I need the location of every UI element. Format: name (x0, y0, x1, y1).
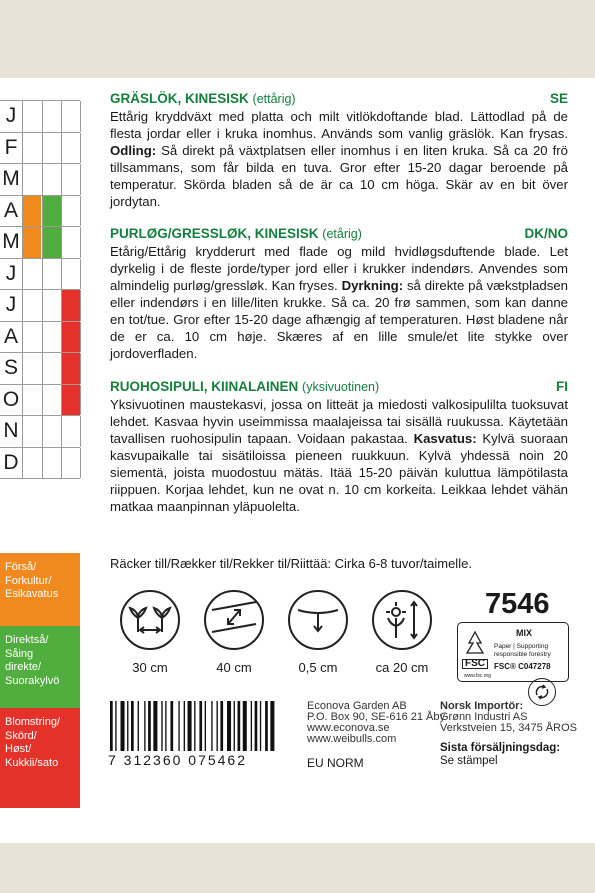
calendar-row (0, 352, 80, 384)
title-se: GRÄSLÖK, KINESISK (110, 91, 249, 106)
sowing-depth-label: 0,5 cm (298, 660, 338, 675)
company-address (307, 701, 445, 745)
barcode-bar (178, 701, 179, 751)
month-letter: F (4, 135, 18, 159)
calendar-cell (61, 290, 81, 321)
calendar-row (0, 289, 80, 321)
row-spacing-icon (204, 590, 264, 650)
calendar-cell (22, 416, 41, 447)
month-letter: N (3, 419, 19, 442)
barcode-bar (234, 701, 235, 751)
calendar-cell (42, 259, 61, 290)
lang-fi: FI (556, 379, 568, 394)
company-web1: www.econova.se (307, 722, 390, 734)
calendar-cell (22, 101, 41, 132)
calendar-row (0, 100, 80, 132)
plant-height-icon (372, 590, 432, 650)
month-letter: D (3, 450, 19, 474)
section-dk-no (110, 225, 568, 362)
section-se (110, 90, 568, 210)
recycle-icon (528, 678, 556, 706)
barcode-bar (161, 701, 162, 751)
barcode-bar (227, 701, 231, 751)
importer-title: Norsk Importör: (440, 700, 524, 712)
calendar-cell (22, 290, 41, 321)
plant-spacing (108, 590, 192, 675)
importer-name: Grønn Industri AS (440, 711, 528, 723)
month-letter: M (2, 167, 20, 190)
fsc-code: FSC® C047278 (494, 662, 551, 671)
fsc-label (457, 622, 569, 682)
calendar-cell (42, 448, 61, 479)
article-number: 7546 (485, 588, 550, 620)
sowing-depth (276, 590, 360, 675)
barcode-bar (153, 701, 157, 751)
calendar-cell (42, 227, 61, 258)
calendar-cell (61, 164, 81, 195)
fsc-site: www.fsc.org (464, 673, 491, 679)
barcode-bar (138, 701, 139, 751)
calendar-row (0, 321, 80, 353)
calendar-cell (22, 385, 41, 416)
calendar-cell (22, 259, 41, 290)
barcode-bar (260, 701, 261, 751)
calendar-cell (42, 101, 61, 132)
barcode-bar (170, 701, 173, 751)
barcode-bar (115, 701, 116, 751)
barcode-bar (127, 701, 128, 751)
calendar-cell (42, 322, 61, 353)
calendar-cell (42, 385, 61, 416)
calendar-row (0, 132, 80, 164)
plant-height (360, 590, 444, 675)
calendar-row (0, 195, 80, 227)
barcode-bar (270, 701, 274, 751)
month-letter: J (5, 261, 17, 285)
calendar-cell (22, 448, 41, 479)
subtitle-fi: (yksivuotinen) (302, 380, 380, 394)
barcode-bar (251, 701, 252, 751)
body-se: Ettårig kryddväxt med platta och milt vitlökdoftande blad. Lättodlad på de flesta jordar eller i kruka inomhus. Används som vanlig gräslök. Kan frysas. Odling: Så direkt på växtplatsen eller inomhus i en liten kruka. Så ca 20 frö tillsammans, som får bilda en tuva. Gror efter 15-20 dagar beroende på temperatur. Skörda bladen så de är ca 10 cm höga. Skär av en bit över jordytan. (110, 109, 568, 209)
barcode-bar (243, 701, 247, 751)
barcode-bar (165, 701, 166, 751)
company-box: P.O. Box 90, SE-616 21 Åby (307, 711, 445, 723)
legend-sow-indoors: Förså/ Forkultur/ Esikavatus (0, 553, 80, 626)
last-sale-title: Sista försäljningsdag: (440, 742, 561, 754)
month-letter: S (3, 356, 18, 379)
calendar-cell (61, 101, 81, 132)
importer-address: Verkstveien 15, 3475 ÅROS (440, 722, 577, 734)
calendar-cell (61, 133, 81, 164)
barcode-bar (121, 701, 125, 751)
sowing-depth-icon (288, 590, 348, 650)
month-letter: J (5, 104, 17, 127)
title-fi: RUOHOSIPULI, KIINALAINEN (110, 379, 299, 394)
legend-direct-sow: Direktså/ Såing direkte/ Suorakylvö (0, 626, 80, 708)
calendar-cell (22, 353, 41, 384)
month-letter: M (2, 230, 20, 253)
calendar-row (0, 258, 80, 290)
month-letter: O (2, 387, 20, 411)
fsc-line2: responsible forestry (494, 651, 551, 658)
fsc-tree-icon (463, 629, 487, 657)
barcode-number: 7 312360 075462 (108, 752, 247, 768)
barcode-bar (238, 701, 241, 751)
calendar-cell (22, 322, 41, 353)
calendar-cell (61, 353, 81, 384)
fsc-mix: MIX (516, 628, 533, 638)
plant-spacing-label: 30 cm (132, 660, 168, 675)
calendar-cell (61, 448, 81, 479)
barcode-bar (188, 701, 192, 751)
barcode-bar (205, 701, 206, 751)
company-name: Econova Garden AB (307, 700, 407, 712)
month-letter: J (5, 293, 17, 316)
calendar-cell (22, 196, 41, 227)
month-letter: A (3, 324, 18, 348)
last-sale-day (440, 742, 560, 768)
calendar-cell (22, 164, 41, 195)
subtitle-se: (ettårig) (252, 92, 296, 106)
calendar-cell (42, 353, 61, 384)
barcode-bar (144, 701, 145, 751)
row-spacing-label: 40 cm (216, 660, 252, 675)
eu-norm: EU NORM (307, 756, 364, 770)
calendar-cell (61, 196, 81, 227)
calendar-row (0, 447, 80, 480)
sufficient-for: Räcker till/Rækker til/Rekker til/Riittää: Cirka 6-8 tuvor/taimelle. (110, 556, 472, 571)
barcode-bar (110, 701, 113, 751)
sowing-calendar (0, 100, 80, 479)
plant-height-label: ca 20 cm (375, 660, 429, 675)
calendar-cell (42, 133, 61, 164)
lang-se: SE (549, 91, 568, 106)
calendar-row (0, 163, 80, 195)
fsc-line1: Paper | Supporting (494, 643, 549, 650)
plant-spacing-icon (120, 590, 180, 650)
calendar-cell (61, 416, 81, 447)
barcode-bar (217, 701, 218, 751)
calendar-cell (61, 259, 81, 290)
barcode-bar (255, 701, 258, 751)
calendar-row (0, 384, 80, 416)
barcode-bar (220, 701, 223, 751)
section-fi (110, 378, 568, 515)
calendar-row (0, 226, 80, 258)
row-spacing (192, 590, 276, 675)
barcode-bar (211, 701, 212, 751)
calendar-cell (42, 416, 61, 447)
barcode-bar (131, 701, 134, 751)
calendar-cell (42, 290, 61, 321)
barcode-bar (265, 701, 268, 751)
ean-barcode (108, 701, 298, 751)
barcode-bar (148, 701, 151, 751)
fsc-logo-text: FSC (462, 659, 488, 669)
calendar-cell (22, 227, 41, 258)
legend-harvest: Blomstring/ Skörd/ Høst/ Kukkii/sato (0, 708, 80, 808)
calendar-cell (42, 196, 61, 227)
last-sale-value: Se stämpel (440, 755, 498, 767)
month-letter: A (3, 198, 18, 222)
calendar-cell (61, 385, 81, 416)
company-web2: www.weibulls.com (307, 733, 397, 745)
importer-block (440, 701, 577, 734)
body-fi: Yksivuotinen maustekasvi, jossa on litteät ja miedosti valkosipulilta tuoksuvat lehdet. Kasvaa hyvin useimmissa maalajeissa tai sisällä ruukussa. Käytetään tavallisen ruohosipulin tapaan. Voidaan pakastaa. Kasvatus: Kylvä suoraan kasvupaikalle tai sisätiloissa pieneen ruukkuun. Kylvä yhdessä noin 20 siementä, joista muodostuu mätäs. Itää 15-20 päivän kuluttua lämpötilasta riippuen. Korjaa lehdet, kun ne ovat n. 10 cm korkeita. Leikkaa lehdet vähän matkaa maanpinnan yläpuolelta. (110, 397, 568, 514)
calendar-cell (61, 322, 81, 353)
calendar-cell (61, 227, 81, 258)
subtitle-dk: (etårig) (322, 227, 362, 241)
lang-dk: DK/NO (524, 226, 568, 241)
calendar-row (0, 415, 80, 447)
calendar-cell (42, 164, 61, 195)
barcode-bar (184, 701, 185, 751)
calendar-cell (22, 133, 41, 164)
barcode-bar (194, 701, 195, 751)
growing-icons (108, 590, 444, 675)
body-dk: Etårig/Ettårig krydderurt med flade og mild hvidløgsduftende blade. Let dyrkelig i de fleste jorde/typer jord eller i krukker indendørs. Anvendes som almindelig purløg/gressløk. Kan fryses. Dyrkning: så direkte på vækstpladsen eller indendørs i en lille/liten krukke. Så ca. 20 frø sammen, som kan danne en tot/tue. Gror efter 15-20 dage afhængig af temperaturen. Høst bladene når de er ca. 10 cm høje. Skæres af en lille smule/et lite stykke over jordoverfladen. (110, 244, 568, 361)
title-dk: PURLØG/GRESSLØK, KINESISK (110, 226, 319, 241)
barcode-bar (199, 701, 202, 751)
